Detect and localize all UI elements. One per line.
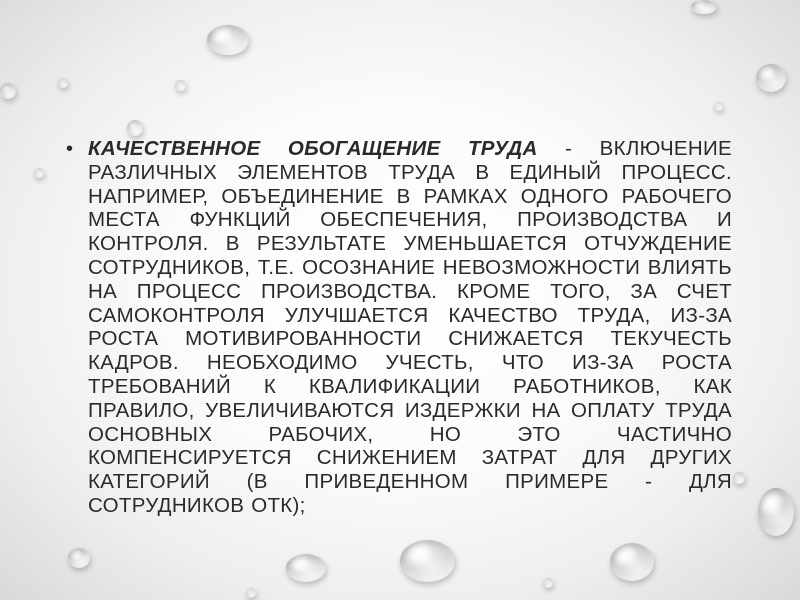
water-drop-decoration xyxy=(127,120,143,136)
paragraph-body-text: - ВКЛЮЧЕНИЕ РАЗЛИЧНЫХ ЭЛЕМЕНТОВ ТРУДА В ЕДИНЫЙ ПРОЦЕСС. НАПРИМЕР, ОБЪЕДИНЕНИЕ В РАМКАХ ОДНОГО РАБОЧЕГО МЕСТА ФУНКЦИЙ ОБЕСПЕЧЕНИЯ, ПРОИЗВОДСТВА И КОНТРОЛЯ. В РЕЗУЛЬТАТЕ УМЕНЬШАЕТСЯ ОТЧУЖДЕНИЕ СОТРУДНИКОВ, Т.Е. ОСОЗНАНИЕ НЕВОЗМОЖНОСТИ ВЛИЯТЬ НА ПРОЦЕСС ПРОИЗВОДСТВА. КРОМЕ ТОГО, ЗА СЧЕТ САМОКОНТРОЛЯ УЛУЧШАЕТСЯ КАЧЕСТВО ТРУДА, ИЗ-ЗА РОСТА МОТИВИРОВАННОСТИ СНИЖАЕТСЯ ТЕКУЧЕСТЬ КАДРОВ. НЕОБХОДИМО УЧЕСТЬ, ЧТО ИЗ-ЗА РОСТА ТРЕБОВАНИЙ К КВАЛИФИКАЦИИ РАБОТНИКОВ, КАК ПРАВИЛО, УВЕЛИЧИВАЮТСЯ ИЗДЕРЖКИ НА ОПЛАТУ ТРУДА ОСНОВНЫХ РАБОЧИХ, НО ЭТО ЧАСТИЧНО КОМПЕНСИРУЕТСЯ СНИЖЕНИЕМ ЗАТРАТ ДЛЯ ДРУГИХ КАТЕГОРИЙ (В ПРИВЕДЕННОМ ПРИМЕРЕ - ДЛЯ СОТРУДНИКОВ ОТК); xyxy=(88,137,732,517)
water-drop-decoration xyxy=(756,64,786,92)
water-drop-decoration xyxy=(68,548,90,568)
water-drop-decoration xyxy=(246,588,256,598)
water-drop-decoration xyxy=(175,80,186,91)
water-drop-decoration xyxy=(0,83,16,99)
highlighted-term: КАЧЕСТВЕННОЕ ОБОГАЩЕНИЕ ТРУДА xyxy=(88,137,538,160)
water-drop-decoration xyxy=(207,25,249,55)
water-drop-decoration xyxy=(58,78,68,88)
bullet-item xyxy=(66,137,732,518)
bullet-paragraph xyxy=(88,137,732,518)
water-drop-decoration xyxy=(34,168,44,178)
slide-content xyxy=(66,137,732,518)
water-drop-decoration xyxy=(758,488,794,536)
water-drop-decoration xyxy=(286,554,326,582)
water-drop-decoration xyxy=(691,0,717,14)
water-drop-decoration xyxy=(543,578,553,588)
water-drop-decoration xyxy=(714,102,723,111)
bullet-marker: • xyxy=(66,138,74,160)
water-drop-decoration xyxy=(733,472,745,484)
water-drop-decoration xyxy=(610,543,654,581)
water-drop-decoration xyxy=(400,540,455,582)
